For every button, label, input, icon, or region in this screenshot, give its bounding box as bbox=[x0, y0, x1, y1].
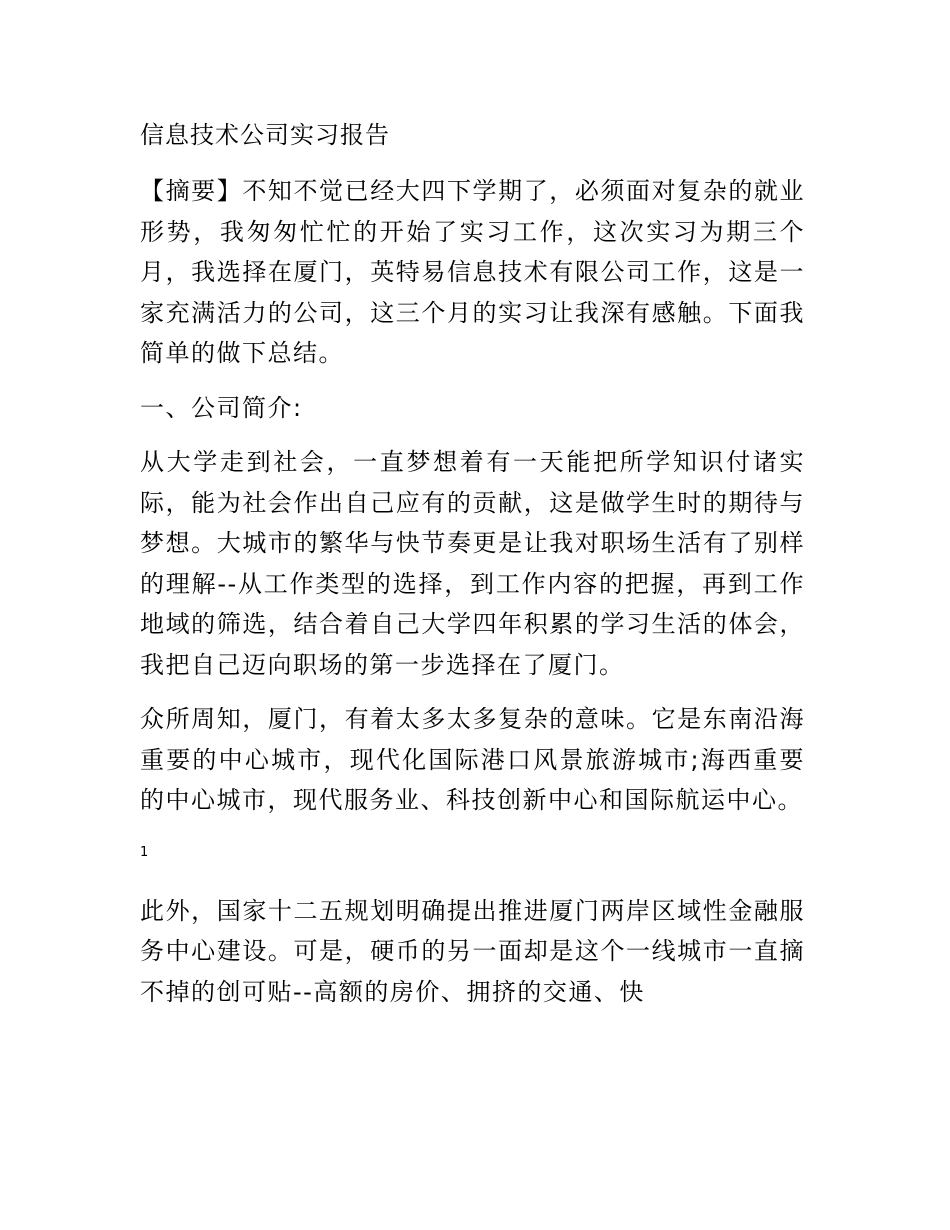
page-number: 1 bbox=[140, 844, 149, 860]
body-paragraph: 从大学走到社会，一直梦想着有一天能把所学知识付诸实际，能为社会作出自己应有的贡献，这是做学生时的期待与梦想。大城市的繁华与快节奏更是让我对职场生活有了别样的理解--从工作类型的选择，到工作内容的把握，再到工作地域的筛选，结合着自己大学四年积累的学习生活的体会，我把自己迈向职场的第一步选择在了厦门。 bbox=[140, 448, 805, 679]
document-title: 信息技术公司实习报告 bbox=[140, 121, 390, 149]
document-page bbox=[140, 115, 805, 1026]
abstract-paragraph: 【摘要】不知不觉已经大四下学期了，必须面对复杂的就业形势，我匆匆忙忙的开始了实习工作，这次实习为期三个月，我选择在厦门，英特易信息技术有限公司工作，这是一家充满活力的公司，这三个月的实习让我深有感触。下面我简单的做下总结。 bbox=[140, 177, 805, 367]
continuation-paragraph: 此外，国家十二五规划明确提出推进厦门两岸区域性金融服务中心建设。可是，硬币的另一面却是这个一线城市一直摘不掉的创可贴--高额的房价、拥挤的交通、快 bbox=[140, 896, 805, 1006]
section-heading-company-intro: 一、公司简介: bbox=[140, 393, 303, 422]
body-paragraph: 众所周知，厦门，有着太多太多复杂的意味。它是东南沿海重要的中心城市，现代化国际港口风景旅游城市;海西重要的中心城市，现代服务业、科技创新中心和国际航运中心。 bbox=[140, 705, 805, 814]
